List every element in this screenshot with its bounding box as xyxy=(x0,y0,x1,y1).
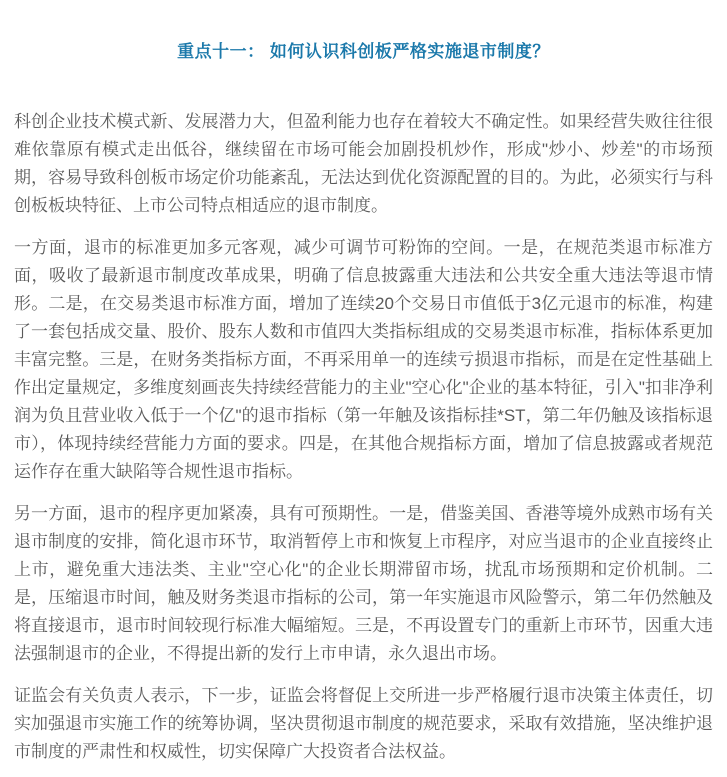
paragraph-standards: 一方面，退市的标准更加多元客观，减少可调节可粉饰的空间。一是，在规范类退市标准方面，吸收了最新退市制度改革成果，明确了信息披露重大违法和公共安全重大违法等退市情形。二是，在交易类退市标准方面，增加了连续20个交易日市值低于3亿元退市的标准，构建了一套包括成交量、股价、股东人数和市值四大类指标组成的交易类退市标准，指标体系更加丰富完整。三是，在财务类指标方面，不再采用单一的连续亏损退市指标，而是在定性基础上作出定量规定，多维度刻画丧失持续经营能力的主业"空心化"企业的基本特征，引入"扣非净利润为负且营业收入低于一个亿"的退市指标（第一年触及该指标挂*ST，第二年仍触及该指标退市），体现持续经营能力方面的要求。四是，在其他合规指标方面，增加了信息披露或者规范运作存在重大缺陷等合规性退市指标。 xyxy=(14,238,713,481)
paragraph-procedures: 另一方面，退市的程序更加紧凑，具有可预期性。一是，借鉴美国、香港等境外成熟市场有关退市制度的安排，简化退市环节，取消暂停上市和恢复上市程序，对应当退市的企业直接终止上市，避免重大违法类、主业"空心化"的企业长期滞留市场，扰乱市场预期和定价机制。二是，压缩退市时间，触及财务类退市指标的公司，第一年实施退市风险警示，第二年仍然触及将直接退市，退市时间较现行标准大幅缩短。三是，不再设置专门的重新上市环节，因重大违法强制退市的企业，不得提出新的发行上市申请，永久退出市场。 xyxy=(14,504,713,663)
paragraph-csrc-statement: 证监会有关负责人表示，下一步，证监会将督促上交所进一步严格履行退市决策主体责任，切实加强退市实施工作的统筹协调，坚决贯彻退市制度的规范要求，采取有效措施，坚决维护退市制度的严肃性和权威性，切实保障广大投资者合法权益。 xyxy=(14,686,713,761)
paragraph-intro: 科创企业技术模式新、发展潜力大，但盈利能力也存在着较大不确定性。如果经营失败往往很难依靠原有模式走出低谷，继续留在市场可能会加剧投机炒作，形成"炒小、炒差"的市场预期，容易导致科创板市场定价功能紊乱，无法达到优化资源配置的目的。为此，必须实行与科创板板块特征、上市公司特点相适应的退市制度。 xyxy=(14,112,713,215)
article-title: 重点十一： 如何认识科创板严格实施退市制度？ xyxy=(177,42,550,61)
